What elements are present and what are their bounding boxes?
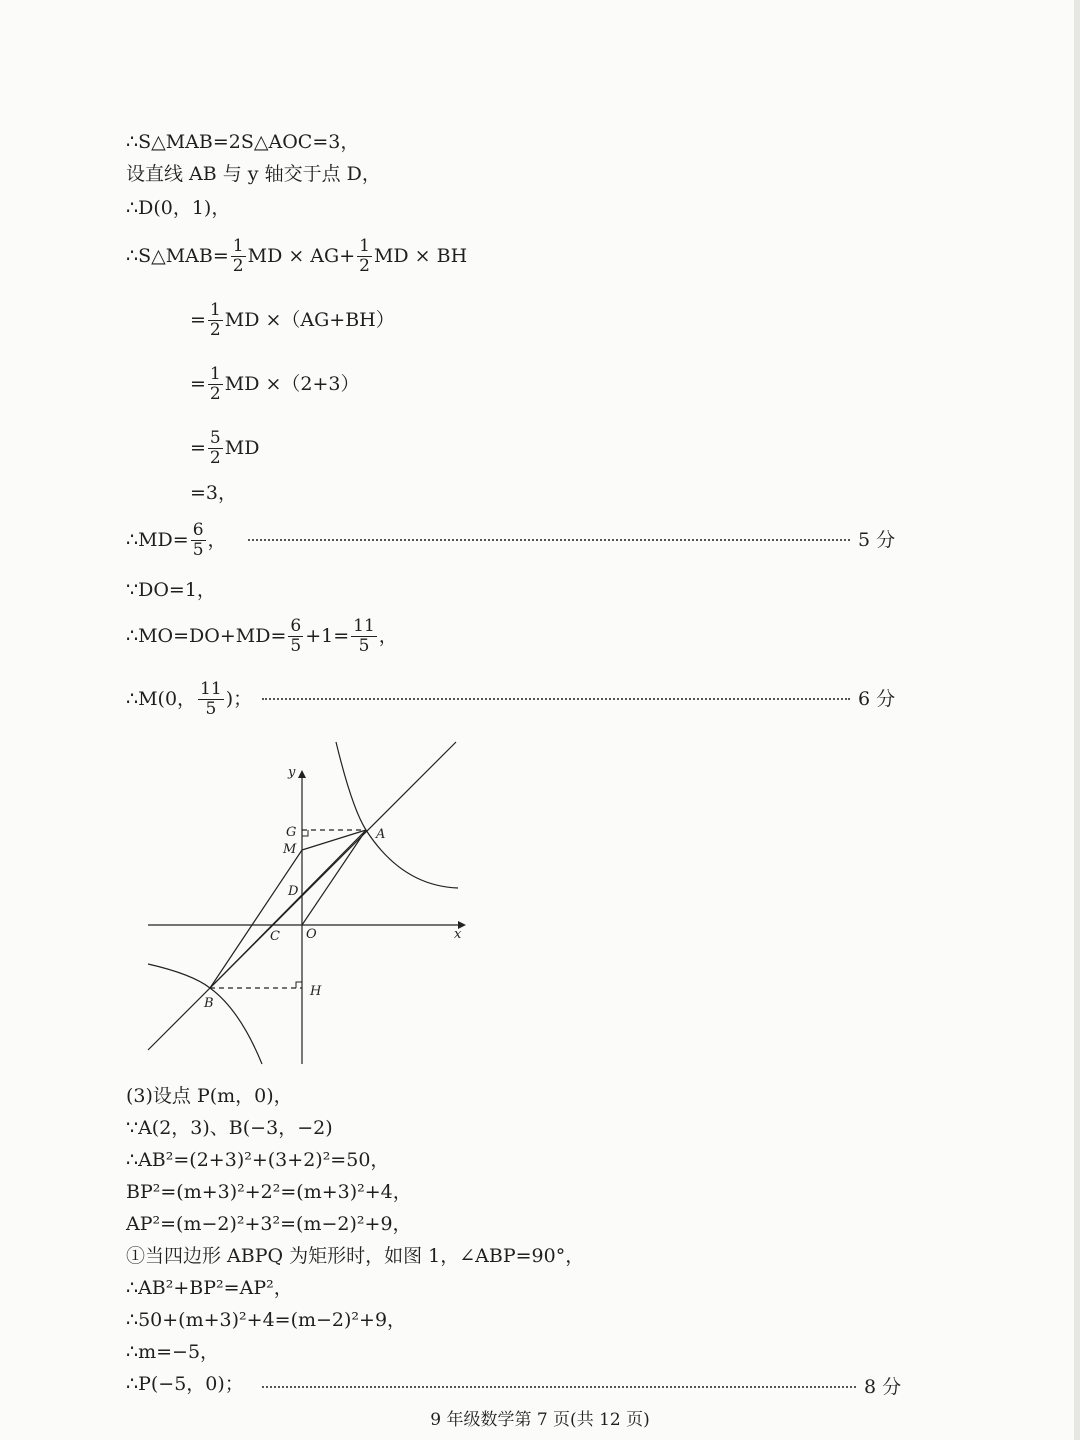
segment-oa xyxy=(302,830,366,925)
text: ∴S△MAB= xyxy=(126,245,229,267)
fraction xyxy=(208,301,223,340)
fraction xyxy=(357,237,372,276)
denominator: 2 xyxy=(232,255,244,276)
text: MD × AG+ xyxy=(247,245,356,267)
line-set-d: 设直线 AB 与 y 轴交于点 D， xyxy=(126,163,381,185)
denominator: 5 xyxy=(358,635,370,656)
numerator: 1 xyxy=(359,235,370,256)
line-do: ∵DO=1， xyxy=(126,579,216,601)
denominator: 5 xyxy=(205,698,217,719)
numerator: 6 xyxy=(192,519,204,540)
text: = xyxy=(190,309,206,331)
hyperbola-lower-branch xyxy=(148,964,262,1064)
line-step-2 xyxy=(190,360,360,408)
line-step-1 xyxy=(190,296,395,344)
label-m: M xyxy=(283,842,297,857)
label-x: x xyxy=(454,927,462,942)
text: MD ×（AG+BH） xyxy=(224,309,395,331)
numerator: 11 xyxy=(200,678,222,699)
line-ab-squared: ∴AB²=(2+3)²+(3+2)²=50， xyxy=(126,1149,390,1171)
score-8: 8 分 xyxy=(864,1376,902,1398)
label-y: y xyxy=(288,765,296,780)
text: ∴MD= xyxy=(126,529,189,551)
line-step-4: =3， xyxy=(190,482,238,504)
numerator: 6 xyxy=(290,615,302,636)
fraction xyxy=(231,237,246,276)
label-h: H xyxy=(310,984,322,999)
fraction xyxy=(191,521,206,560)
line-area-formula xyxy=(126,232,467,280)
scan-edge xyxy=(1074,0,1080,1440)
text: MD × BH xyxy=(373,245,468,267)
text: MD ×（2+3） xyxy=(224,373,360,395)
denominator: 5 xyxy=(192,539,204,560)
coordinate-figure xyxy=(140,738,470,1070)
score-6: 6 分 xyxy=(858,688,896,710)
denominator: 2 xyxy=(359,255,370,276)
fraction xyxy=(208,365,223,404)
numerator: 11 xyxy=(353,615,375,636)
line-set-p: (3)设点 P(m，0)， xyxy=(126,1085,293,1107)
line-p-coord: ∴P(−5，0)； xyxy=(126,1373,244,1395)
line-case-rectangle: ①当四边形 ABPQ 为矩形时，如图 1，∠ABP=90°， xyxy=(126,1245,585,1267)
denominator: 5 xyxy=(290,635,302,656)
label-g: G xyxy=(286,825,297,840)
line-ab-coords: ∵A(2，3)、B(−3，−2) xyxy=(126,1117,333,1139)
label-d: D xyxy=(288,884,299,899)
line-step-3 xyxy=(190,424,259,472)
label-b: B xyxy=(204,996,214,1011)
denominator: 2 xyxy=(209,319,221,340)
text: ∴MO=DO+MD= xyxy=(126,625,287,647)
text: +1= xyxy=(305,625,350,647)
right-angle-mark-g xyxy=(302,830,308,836)
text: ， xyxy=(378,625,398,647)
dotted-leader xyxy=(262,698,850,700)
label-c: C xyxy=(270,929,280,944)
line-ap-squared: AP²=(m−2)²+3²=(m−2)²+9， xyxy=(126,1213,412,1235)
text: MD xyxy=(224,437,260,459)
fraction xyxy=(198,680,224,719)
text: ∴M(0， xyxy=(126,688,197,710)
text: ， xyxy=(207,529,227,551)
score-5: 5 分 xyxy=(858,529,896,551)
dotted-leader xyxy=(262,1386,856,1388)
numerator: 1 xyxy=(209,299,221,320)
fraction xyxy=(351,617,377,656)
hyperbola-upper-branch xyxy=(336,742,458,888)
denominator: 2 xyxy=(209,447,221,468)
label-a: A xyxy=(376,827,386,842)
numerator: 1 xyxy=(209,363,221,384)
line-d-coord: ∴D(0，1)， xyxy=(126,197,231,219)
line-equation: ∴50+(m+3)²+4=(m−2)²+9， xyxy=(126,1309,407,1331)
segment-bm xyxy=(210,850,302,988)
line-area-relation: ∴S△MAB=2S△AOC=3， xyxy=(126,131,360,153)
line-m-value: ∴m=−5， xyxy=(126,1341,220,1363)
numerator: 1 xyxy=(232,235,244,256)
right-angle-mark-h xyxy=(296,982,302,988)
line-mo xyxy=(126,612,398,660)
line-m-coord xyxy=(126,675,252,723)
denominator: 2 xyxy=(209,383,221,404)
y-axis-arrow xyxy=(298,770,306,778)
fraction xyxy=(208,429,223,468)
label-o: O xyxy=(306,927,317,942)
dotted-leader xyxy=(248,539,850,541)
text: )； xyxy=(225,688,253,710)
fraction xyxy=(288,617,303,656)
line-bp-squared: BP²=(m+3)²+2²=(m+3)²+4， xyxy=(126,1181,412,1203)
numerator: 5 xyxy=(209,427,221,448)
line-md-value xyxy=(126,516,227,564)
line-pythagoras: ∴AB²+BP²=AP²， xyxy=(126,1277,293,1299)
page-footer: 9 年级数学第 7 页(共 12 页) xyxy=(430,1410,650,1430)
text: = xyxy=(190,373,206,395)
text: = xyxy=(190,437,206,459)
